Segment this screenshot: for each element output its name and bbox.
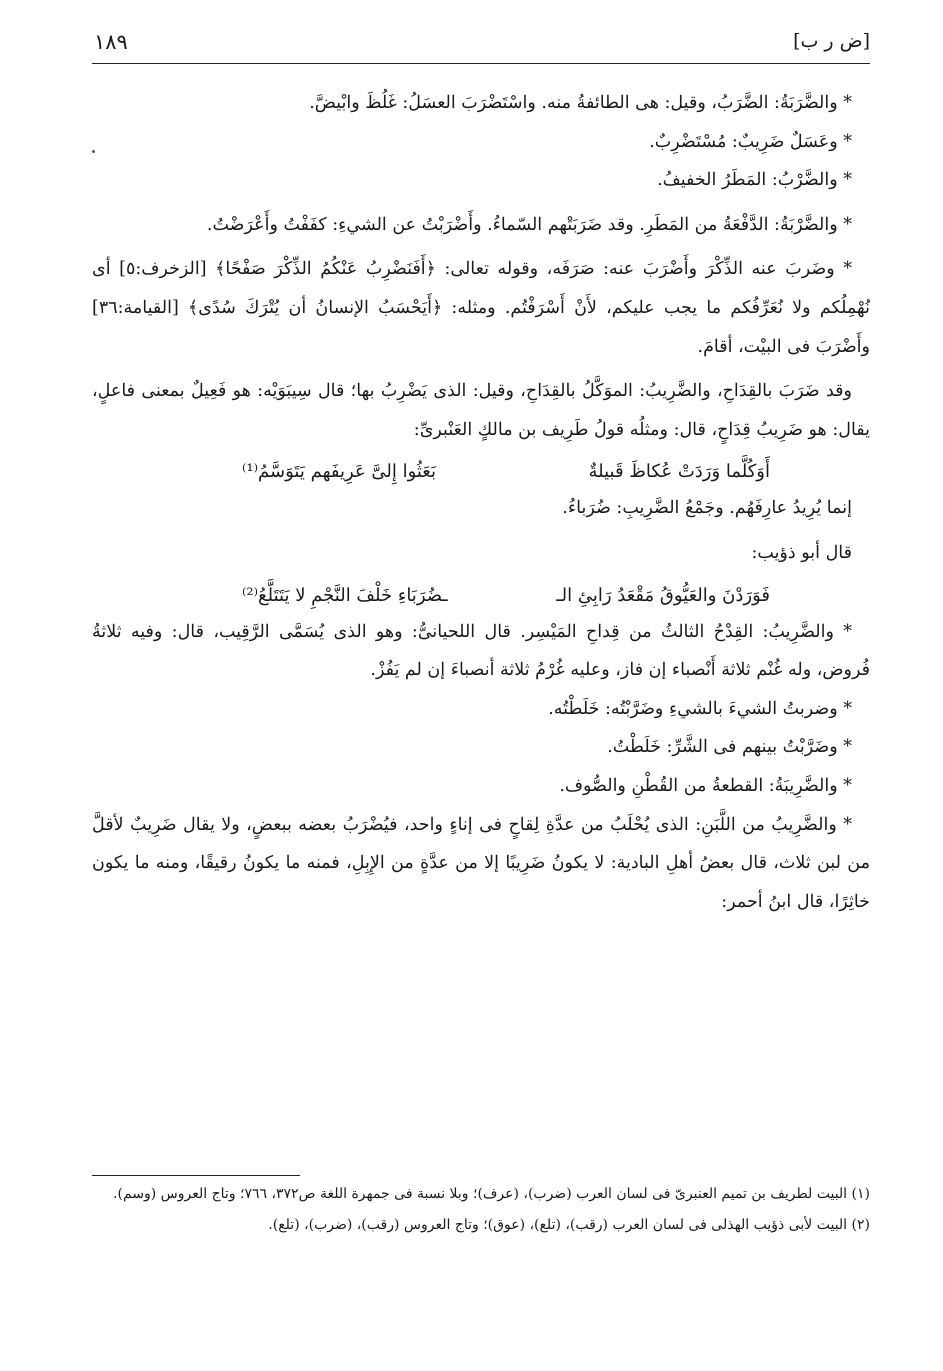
entry-paragraph: * والضَّرْبُ: المَطَرُ الخفيفُ.: [657, 170, 852, 191]
footnote-separator: [92, 1175, 300, 1176]
verse-intro: قال أبو ذؤيب:: [751, 542, 852, 563]
footnotes: [92, 1181, 870, 1243]
entry-paragraph: * وضَرَّبْتُ بينهم فى الشَّرِّ: خَلَطْتُ.: [607, 737, 852, 758]
entry-paragraph: وقد ضَرَبَ بالقِدَاحِ، والضَّرِيبُ: الموَكَّلُ بالقِدَاحِ، وقيل: الذى يَضْرِبُ بها؛ قال سِيبَوَيْه: هو فَعِيلٌ بمعنى فاعلٍ، يقال: هو ضَرِيبُ قِدَاحٍ، قال: ومثلُه قولُ طَرِيف بن مالكٍ العَنْبرىِّ:: [92, 381, 870, 440]
margin-dot: [92, 150, 95, 153]
entry-paragraph: * والضَّرِيبُ: القِدْحُ الثالثُ من قِداحِ المَيْسِر. قال اللحيانىُّ: وهو الذى يُسَمَّى الرَّقِيب، قال: وفيه ثلاثةُ فُروض، وله غُنْم ثلاثة أَنْصباء إن فاز، وعليه غُرْمُ ثلاثة أنصباءَ إن لم يَفُزْ.: [92, 621, 870, 681]
page-number: ١٨٩: [94, 30, 128, 54]
verse-first-half: فَوَرَدْنَ والعَيُّوقُ مَقْعَدُ رَابِئِ الـ: [556, 584, 770, 606]
verse-line: [92, 449, 870, 489]
page-header: [92, 26, 870, 66]
entry-paragraph: إنما يُرِيدُ عارِفَهُم. وجَمْعُ الضَّرِيبِ: ضُرَباءُ.: [562, 498, 852, 519]
entry-paragraph: * وضربتُ الشيءَ بالشيءِ وضَرَّبْتُه: خَلَطْتُه.: [548, 698, 852, 719]
verse-second-half: بَعَثُوا إِلىَّ عَرِيفَهم يَتَوَسَّمُ⁽¹⁾: [242, 461, 437, 483]
verse-second-half: ـضُرَبَاءِ خَلْفَ النَّجْمِ لا يَتَتَلَّعُ⁽²⁾: [242, 584, 448, 606]
entry-paragraph: * والضَّرِيبُ من اللَّبَنِ: الذى يُحْلَبُ من عدَّةِ لِقاحٍ فى إناءٍ واحد، فيُضْرَبُ بعضه ببعضٍ، ولا يقال ضَرِيبٌ لأقلَّ من لبن ثلاث، قال بعضُ أهلِ البادية: لا يكونُ ضَرِيبًا إلا من عدَّةٍ من الإِبِلِ، فمنه ما يكونُ رقيقًا، ومنه ما يكون خاثِرًا، قال ابنُ أحمر:: [92, 814, 870, 912]
verse-line: [92, 573, 870, 613]
root-label: [ض ر ب]: [793, 30, 870, 52]
entry-paragraph: * والضَّرَبَةُ: الضَّرَبُ، وقيل: هى الطائفةُ منه. واسْتَضْرَبَ العسَلُ: غَلُظَ وابْيضَّ.: [309, 93, 852, 113]
entry-paragraph: * والضَّرِيبَةُ: القطعةُ من القُطْنِ والصُّوف.: [559, 775, 852, 796]
main-text: [92, 84, 870, 921]
header-rule: [92, 63, 870, 64]
dictionary-page: [92, 26, 870, 1346]
verse-first-half: أَوَكُلَّما وَرَدَتْ عُكاظَ قَبيلةٌ: [588, 461, 770, 483]
entry-paragraph: * والضَّرْبَةُ: الدَّفْعَةُ من المَطَرِ. وقد ضَرَبَتْهم السّماءُ. وأَضْرَبْتُ عن الشيءِ: كفَفْتُ وأَعْرَضْتُ.: [206, 214, 852, 235]
entry-paragraph: * وعَسَلٌ ضَرِيبٌ: مُسْتَضْرِبٌ.: [649, 131, 852, 152]
footnote: (٢) البيت لأبى ذؤيب الهذلى فى لسان العرب (رقب)، (تلع)، (عوق)؛ وتاج العروس (رقب)، (ضرب)، (تلع).: [268, 1217, 870, 1233]
footnote: (١) البيت لطريف بن تميم العنبرىّ فى لسان العرب (ضرب)، (عرف)؛ وبلا نسبة فى جمهرة اللغة ص٣٧٢، ٧٦٦؛ وتاج العروس (وسم).: [113, 1186, 870, 1202]
entry-paragraph: * وضَربَ عنه الذِّكْرَ وأَضْرَبَ عنه: صَرَفَه، وقوله تعالى: ﴿أَفَنَضْرِبُ عَنْكُمُ الذِّكْرَ صَفْحًا﴾ [الزخرف:٥] أى نُهْمِلُكم ولا نُعَرِّفُكم ما يجب عليكم، لأَنْ أَسْرَفْتُم. ومثله: ﴿أَيَحْسَبُ الإنسانُ أن يُتْرَكَ سُدًى﴾ [القيامة:٣٦] وأَضْرَبَ فى البيْت، أقامَ.: [92, 259, 870, 357]
